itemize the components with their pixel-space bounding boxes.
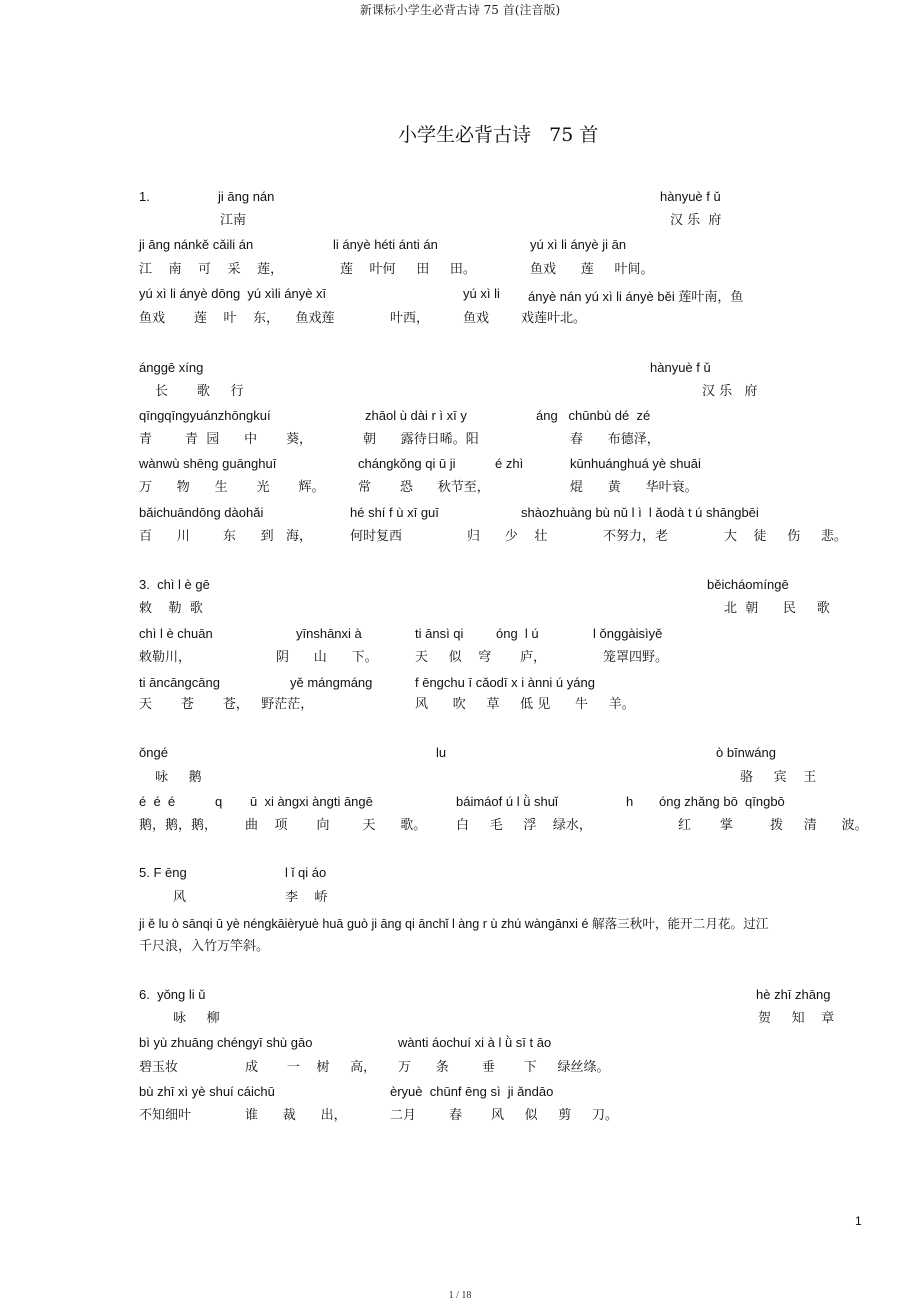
pinyin-line: ū xi àngxi àngti āngē [250, 794, 373, 809]
pinyin-line: yě mángmáng [290, 675, 373, 690]
poem-title: 长 歌 行 [155, 384, 244, 399]
verse-line: 春 布德泽， [570, 432, 660, 447]
verse-line: 常 恐 秋节至， [358, 480, 490, 495]
poem-author-pinyin: hànyuè f ǔ [660, 189, 721, 204]
verse-line: 成 一 树 高， [245, 1060, 377, 1075]
verse-line: 笼罩四野。 [603, 650, 669, 665]
verse-line: 千尺浪，入竹万竿斜。 [139, 939, 270, 954]
poem-title-pinyin: 3. chì l è gē [139, 577, 210, 592]
verse-line: 天 苍 苍， 野茫茫， [139, 697, 314, 712]
pinyin-line: yú xì li ányè dōng yú xìli ányè xī [139, 286, 327, 301]
pinyin-line: q [215, 794, 223, 809]
pinyin-line: bì yù zhuāng chéngyī shù gāo [139, 1035, 313, 1050]
verse-line: 莲 叶何 田 田。 [340, 262, 476, 277]
page-footer: 1 / 18 [448, 1290, 472, 1301]
verse-line: 戏莲叶北。 [521, 311, 587, 326]
verse-line: 朝 露待日晞。阳 [363, 432, 479, 447]
verse-line: 敕勒川， [139, 650, 192, 665]
page-number: 1 [855, 1214, 862, 1228]
poem-title: 江南 [220, 213, 247, 228]
poem-author: 骆 宾 王 [740, 770, 817, 785]
pinyin-line: qīngqīngyuánzhōngkuí [139, 408, 271, 423]
poem-title: 咏 鹅 [155, 770, 202, 785]
pinyin-line: chángkǒng qi ū ji [358, 456, 456, 471]
verse-line: 鹅，鹅，鹅， [139, 818, 218, 833]
pinyin-line: shàozhuàng bù nǔ l ì l ǎodà t ú shāngbēi [521, 505, 759, 520]
pinyin-line: kūnhuánghuá yè shuāi [570, 456, 701, 471]
pinyin-line: áng chūnbù dé zé [536, 408, 651, 423]
verse-line: 风 吹 草 低 见 牛 羊。 [415, 697, 635, 712]
pinyin-line: báimáof ú l ǜ shuǐ [456, 794, 558, 809]
poem-author-pinyin: ò bīnwáng [716, 745, 776, 760]
pinyin-line: wànwù shēng guānghuī [139, 456, 277, 471]
mixed-line: ji ě lu ò sānqi ū yè néngkāièryuè huā guò ji āng qi ānchǐ l àng r ù zhú wàngānxi é 解落三秋叶，能开二月花。过江 [139, 917, 769, 931]
verse-line: 二月 春 风 似 剪 刀。 [390, 1108, 618, 1123]
running-header: 新课标小学生必背古诗 75 首(注音版) [359, 3, 561, 17]
verse-line: 不知细叶 [139, 1108, 192, 1123]
verse-line: 江 南 可 采 莲， [139, 262, 284, 277]
verse-line: 归 少 壮 [467, 529, 548, 544]
verse-line: 鱼戏 [463, 311, 490, 326]
poem-title-pinyin: ji āng nán [218, 189, 275, 204]
poem-title-pinyin: 6. yǒng li ǔ [139, 987, 206, 1002]
poem-title: 敕 勒 歌 [139, 601, 203, 616]
poem-author: 贺 知 章 [758, 1011, 835, 1026]
poem-author-pinyin: běicháomíngē [707, 577, 789, 592]
verse-line: 阴 山 下。 [276, 650, 378, 665]
verse-line: 焜 黄 华叶衰。 [570, 480, 698, 495]
page-title: 小学生必背古诗 75 首 [398, 124, 599, 146]
poem-author: 李 峤 [285, 890, 328, 905]
verse-line: 何时复西 [350, 529, 403, 544]
pinyin-line: ányè nán yú xì li ányè běi 莲叶南，鱼 [528, 289, 744, 304]
pinyin-line: yú xì li [463, 286, 500, 301]
verse-line: 鱼戏 莲 叶间。 [530, 262, 654, 277]
pinyin-line: óng zhǎng bō qīngbō [659, 794, 785, 809]
pinyin-line: ti ānsì qi [415, 626, 464, 641]
pinyin-line: hé shí f ù xī guī [350, 505, 439, 520]
pinyin-line: yīnshānxi à [296, 626, 362, 641]
poem-author: 北 朝 民 歌 [724, 601, 830, 616]
pinyin-line: yú xì li ányè ji ān [530, 237, 627, 252]
verse-line: 碧玉妆 [139, 1060, 179, 1075]
poem-number: 1. [139, 189, 150, 204]
verse-line: 万 物 生 光 辉。 [139, 480, 325, 495]
verse-line: 白 毛 浮 绿水， [456, 818, 592, 833]
verse-line: 万 条 垂 下 绿丝绦。 [398, 1060, 610, 1075]
pinyin-line: óng l ú [496, 626, 539, 641]
poem-author-pinyin: hè zhī zhāng [756, 987, 831, 1002]
poem-title-pinyin: ǒngé [139, 745, 168, 760]
pinyin-line: l ǒnggàisìyě [593, 626, 663, 641]
verse-line: 鱼戏 莲 叶 东， 鱼戏莲 [139, 311, 335, 326]
pinyin-line: é zhì [495, 456, 524, 471]
pinyin-line: wànti áochuí xi à l ǜ sī t āo [398, 1035, 552, 1050]
pinyin-line: ti āncāngcāng [139, 675, 220, 690]
poem-title: 咏 柳 [173, 1011, 220, 1026]
pinyin-line: èryuè chūnf ēng sì ji ǎndāo [390, 1084, 554, 1099]
pinyin-line: bǎichuāndōng dàohǎi [139, 505, 264, 520]
poem-author: 汉 乐 府 [670, 213, 722, 228]
verse-line: 天 似 穹 庐， [415, 650, 547, 665]
poem-title-pinyin: ánggē xíng [139, 360, 204, 375]
verse-line: 青 青 园 中 葵， [139, 432, 313, 447]
verse-line: 曲 项 向 天 歌。 [245, 818, 427, 833]
pinyin-line: f ēngchu ī cǎodī x i ànni ú yáng [415, 675, 595, 690]
verse-line: 谁 裁 出， [245, 1108, 347, 1123]
pinyin-line: chì l è chuān [139, 626, 213, 641]
poem-author-pinyin: l ǐ qi áo [285, 865, 327, 880]
poem-title: 风 [173, 890, 187, 905]
verse-line: 大 徒 伤 悲。 [724, 529, 847, 544]
pinyin-line: bù zhī xì yè shuí cáichū [139, 1084, 275, 1099]
pinyin-line: h [626, 794, 634, 809]
poem-title-pinyin: 5. F ēng [139, 865, 187, 880]
verse-line: 百 川 东 到 海， [139, 529, 313, 544]
pinyin-line: é é é [139, 794, 176, 809]
pinyin-line: zhāol ù dài r ì xī y [365, 408, 467, 423]
pinyin-line: ji āng nánkě cǎili án [139, 237, 254, 252]
verse-line: 红 掌 拨 清 波。 [678, 818, 868, 833]
poem-author: 汉 乐 府 [702, 384, 758, 399]
verse-line: 叶西， [390, 311, 430, 326]
pinyin-line: li ányè héti ánti án [333, 237, 438, 252]
poem-author-pinyin: hànyuè f ǔ [650, 360, 711, 375]
poem-pinyin-fragment: lu [436, 745, 447, 760]
verse-line: 不努力，老 [603, 529, 669, 544]
